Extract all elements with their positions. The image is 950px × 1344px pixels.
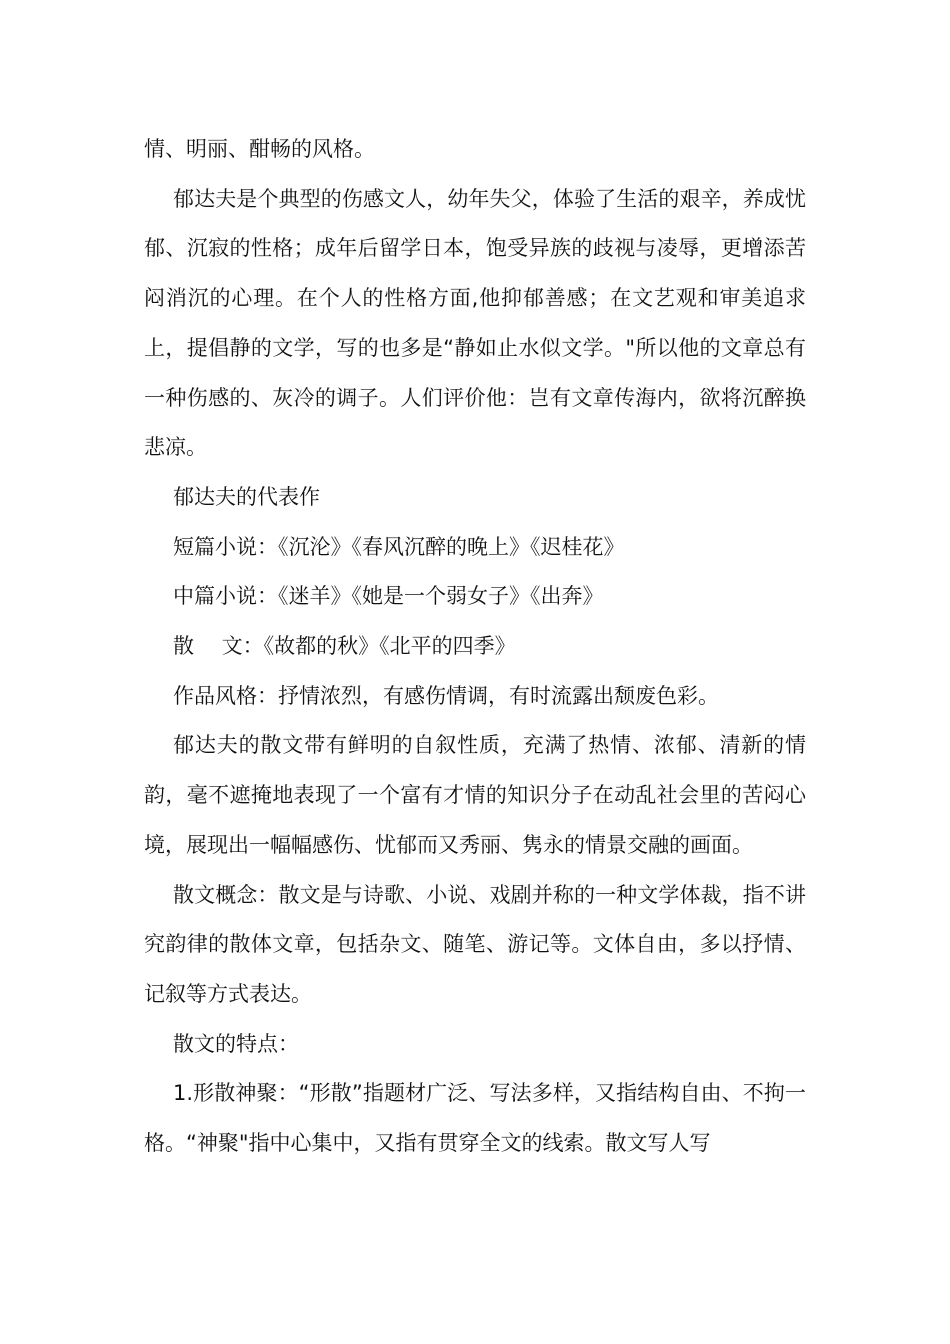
- paragraph-11: 1.形散神聚：“形散”指题材广泛、写法多样，又指结构自由、不拘一格。“神聚"指中心集中，又指有贯穿全文的线索。散文写人写: [144, 1081, 806, 1156]
- paragraph-7: 作品风格：抒情浓烈，有感伤情调，有时流露出颓废色彩。: [173, 683, 719, 708]
- paragraph-3: 郁达夫的代表作: [173, 484, 320, 509]
- paragraph-8: 郁达夫的散文带有鲜明的自叙性质，充满了热情、浓郁、清新的情韵，毫不遮掩地表现了一个富有才情的知识分子在动乱社会里的苦闷心境，展现出一幅幅感伤、忧郁而又秀丽、隽永的情景交融的画面。: [144, 733, 806, 857]
- paragraph-9: 散文概念：散文是与诗歌、小说、戏剧并称的一种文学体裁，指不讲究韵律的散体文章，包括杂文、随笔、游记等。文体自由，多以抒情、记叙等方式表达。: [144, 882, 806, 1006]
- document-body: [144, 125, 806, 1169]
- paragraph-1: 情、明丽、酣畅的风格。: [144, 137, 375, 161]
- paragraph-6: 散 文：《故都的秋》《北平的四季》: [173, 634, 516, 659]
- paragraph-10: 散文的特点：: [173, 1031, 299, 1056]
- paragraph-5: 中篇小说：《迷羊》《她是一个弱女子》《出奔》: [173, 584, 604, 609]
- paragraph-2: 郁达夫是个典型的伤感文人，幼年失父，体验了生活的艰辛，养成忧郁、沉寂的性格；成年后留学日本，饱受异族的歧视与凌辱，更增添苦闷消沉的心理。在个人的性格方面,他抑郁善感；在文艺观和审美追求上，提倡静的文学，写的也多是“静如止水似文学。"所以他的文章总有一种伤感的、灰冷的调子。人们评价他：岂有文章传海内，欲将沉醉换悲凉。: [144, 186, 806, 460]
- paragraph-4: 短篇小说：《沉沦》《春风沉醉的晚上》《迟桂花》: [173, 534, 625, 559]
